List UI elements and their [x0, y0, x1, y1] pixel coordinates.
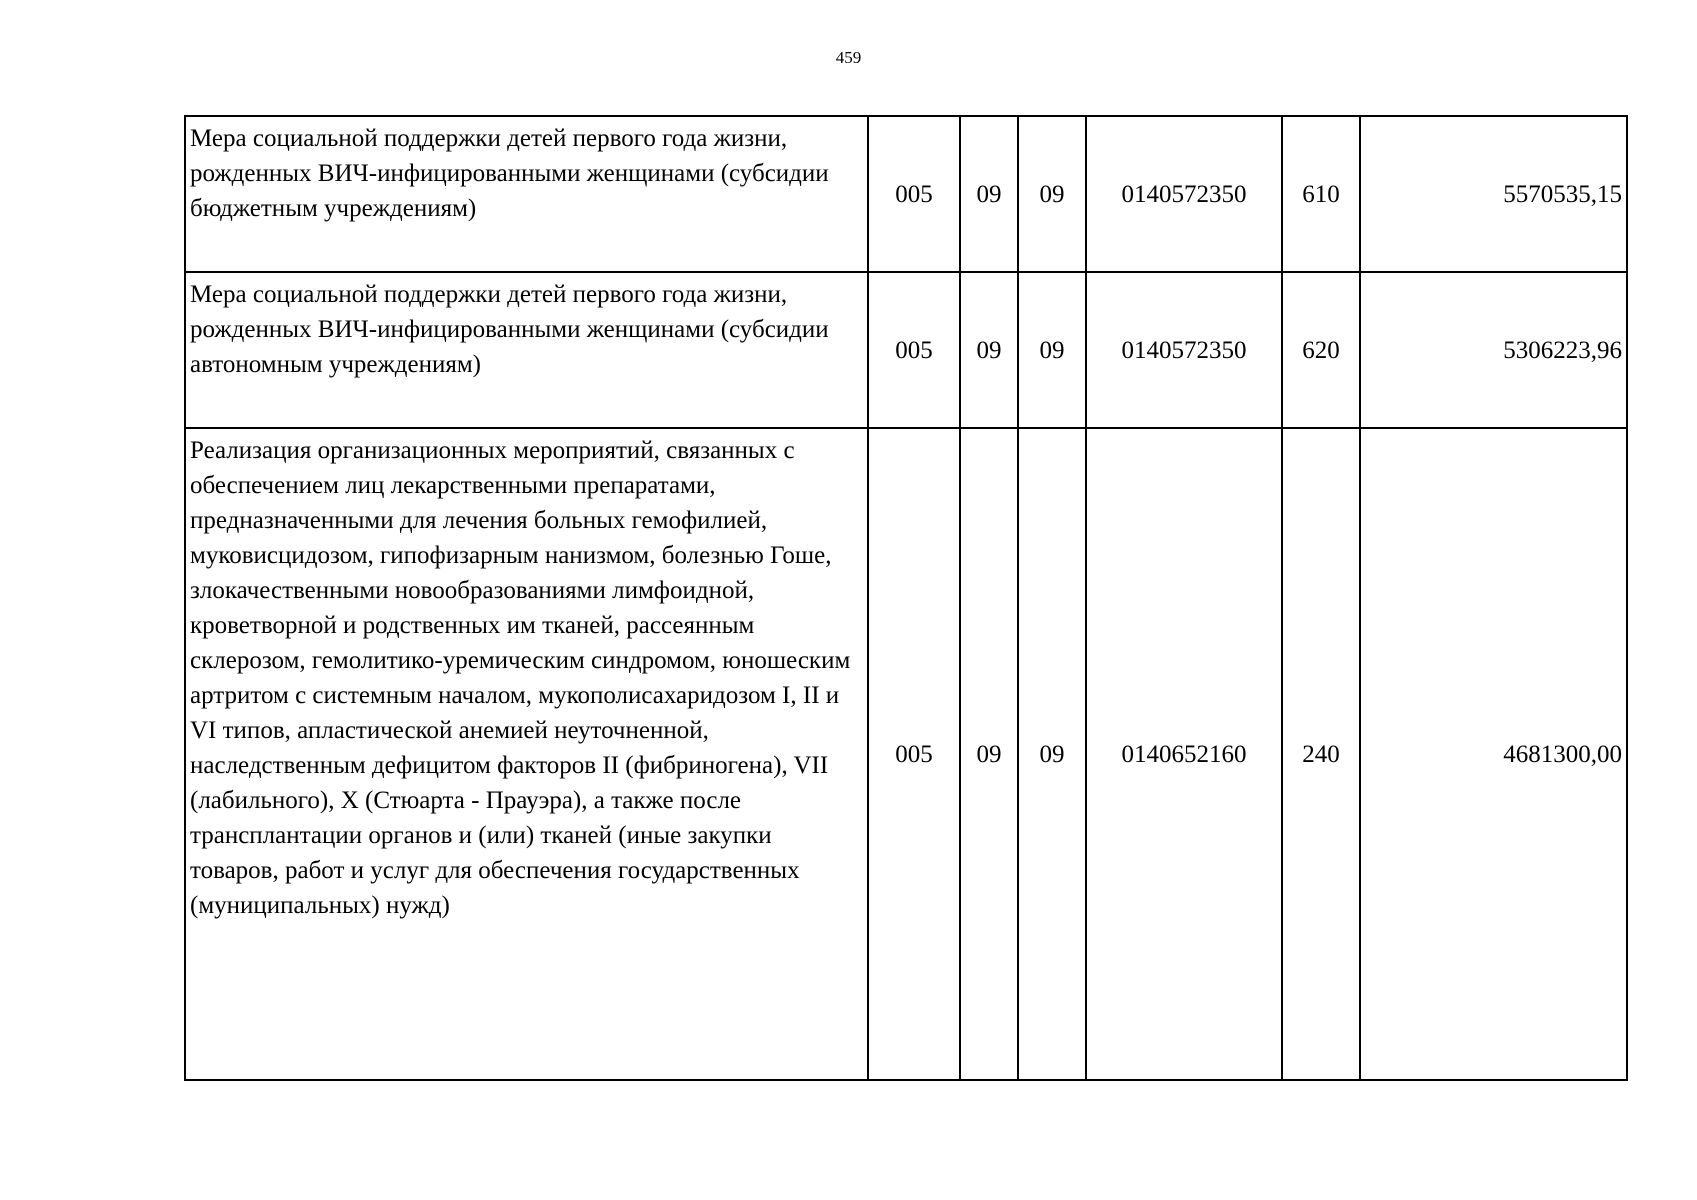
row-subsection-code: 09 [1018, 272, 1086, 428]
row-description: Реализация организационных мероприятий, связанных с обеспечением лиц лекарственными препаратами, предназначенными для лечения больных гемофилией, муковисцидозом, гипофизарным нанизмом, болезнью Гоше, злокачественными новообразованиями лимфоидной, кроветворной и родственных им тканей, рассеянным склерозом, гемолитико-уремическим синдромом, юношеским артритом с системным началом, мукополисахаридозом I, II и VI типов, апластической анемией неуточненной, наследственным дефицитом факторов II (фибриногена), VII (лабильного), X (Стюарта - Прауэра), а также после трансплантации органов и (или) тканей (иные закупки товаров, работ и услуг для обеспечения государственных (муниципальных) нужд) [185, 428, 868, 1080]
row-expense-type: 240 [1282, 428, 1360, 1080]
row-expense-type: 620 [1282, 272, 1360, 428]
row-target-article: 0140652160 [1086, 428, 1282, 1080]
row-section-code: 09 [960, 272, 1018, 428]
budget-table [184, 115, 1628, 1081]
row-target-article: 0140572350 [1086, 116, 1282, 272]
table-row [185, 428, 1627, 1080]
row-amount: 4681300,00 [1360, 428, 1627, 1080]
row-subsection-code: 09 [1018, 428, 1086, 1080]
page-number: 459 [835, 48, 862, 67]
row-section-code: 09 [960, 428, 1018, 1080]
table-row [185, 116, 1627, 272]
row-description: Мера социальной поддержки детей первого года жизни, рожденных ВИЧ-инфицированными женщинами (субсидии автономным учреждениям) [185, 272, 868, 428]
row-description: Мера социальной поддержки детей первого года жизни, рожденных ВИЧ-инфицированными женщинами (субсидии бюджетным учреждениям) [185, 116, 868, 272]
row-section-code: 09 [960, 116, 1018, 272]
row-subsection-code: 09 [1018, 116, 1086, 272]
row-ministry-code: 005 [868, 428, 960, 1080]
row-expense-type: 610 [1282, 116, 1360, 272]
row-ministry-code: 005 [868, 272, 960, 428]
row-amount: 5306223,96 [1360, 272, 1627, 428]
row-amount: 5570535,15 [1360, 116, 1627, 272]
table-row [185, 272, 1627, 428]
row-target-article: 0140572350 [1086, 272, 1282, 428]
row-ministry-code: 005 [868, 116, 960, 272]
